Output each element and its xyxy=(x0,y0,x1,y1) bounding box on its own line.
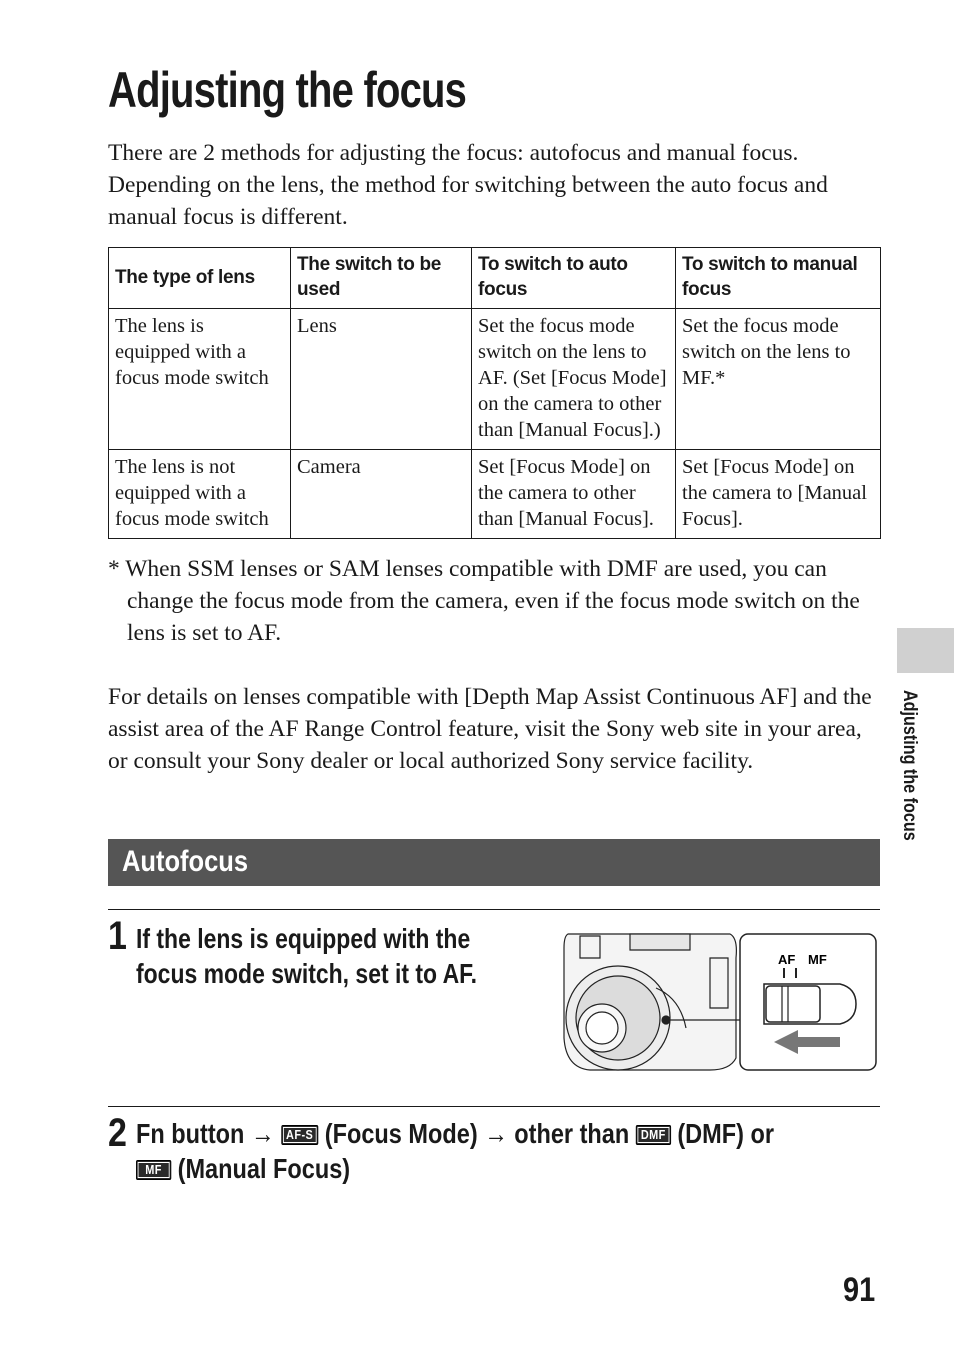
table-cell: Set the focus mode switch on the lens to AF. (Set [Focus Mode] on the camera to other than [Manual Focus].) xyxy=(472,309,676,450)
lens-focus-switch-illustration xyxy=(560,928,880,1074)
details-paragraph: For details on lenses compatible with [Depth Map Assist Continuous AF] and the assist area of the AF Range Control feature, visit the Sony web site in your area, or consult your Sony dealer or local authorized Sony service facility. xyxy=(108,684,872,774)
footnote: * When SSM lenses or SAM lenses compatible with DMF are used, you can change the focus mode from the camera, even if the focus mode switch on the lens is set to AF. xyxy=(108,556,860,646)
step-number: 1 xyxy=(108,914,127,958)
side-tab-marker xyxy=(897,628,954,673)
step2-line1 xyxy=(136,1116,774,1151)
side-section-label: Adjusting the focus xyxy=(899,690,920,841)
table-header-cell: To switch to auto focus xyxy=(472,248,676,309)
mf-icon: MF xyxy=(136,1160,171,1180)
afs-icon: AF-S xyxy=(281,1125,318,1145)
focus-switch-icon xyxy=(764,984,856,1024)
camera-icon xyxy=(564,934,736,1070)
table-header-cell: The type of lens xyxy=(109,248,291,309)
step-divider xyxy=(108,909,880,910)
table-row xyxy=(109,450,881,539)
fn-button-text: Fn button xyxy=(136,1118,245,1149)
table-row xyxy=(109,309,881,450)
page-title: Adjusting the focus xyxy=(108,62,467,118)
focus-mode-text: (Focus Mode) xyxy=(324,1118,478,1149)
other-than-text: other than xyxy=(514,1118,630,1149)
table-cell: Camera xyxy=(291,450,472,539)
section-header-autofocus xyxy=(108,839,880,886)
dmf-icon: DMF xyxy=(636,1125,671,1145)
table-header-row xyxy=(109,248,881,309)
mf-label: MF xyxy=(808,952,827,967)
focus-method-table xyxy=(108,247,881,539)
table-cell: Set [Focus Mode] on the camera to [Manual Focus]. xyxy=(676,450,881,539)
table-cell: The lens is equipped with a focus mode switch xyxy=(109,309,291,450)
arrow-right-icon: → xyxy=(484,1118,508,1149)
step-divider xyxy=(108,1106,880,1107)
arrow-right-icon: → xyxy=(250,1118,275,1149)
step1-line1: If the lens is equipped with the xyxy=(136,923,471,954)
af-label: AF xyxy=(778,952,796,967)
step2-line2 xyxy=(136,1151,350,1186)
page-number: 91 xyxy=(843,1271,876,1309)
dmf-or-text: (DMF) or xyxy=(677,1118,774,1149)
manual-focus-text: (Manual Focus) xyxy=(177,1153,351,1184)
step1-line2: focus mode switch, set it to AF. xyxy=(136,958,478,989)
table-cell: The lens is not equipped with a focus mode switch xyxy=(109,450,291,539)
intro-paragraph: There are 2 methods for adjusting the focus: autofocus and manual focus. Depending on the lens, the method for switching between the auto focus and manual focus is different. xyxy=(108,140,828,230)
table-cell: Set [Focus Mode] on the camera to other than [Manual Focus]. xyxy=(472,450,676,539)
table-header-cell: To switch to manual focus xyxy=(676,248,881,309)
table-cell: Lens xyxy=(291,309,472,450)
step-number: 2 xyxy=(108,1111,127,1155)
section-title: Autofocus xyxy=(122,845,249,878)
table-header-cell: The switch to be used xyxy=(291,248,472,309)
table-cell: Set the focus mode switch on the lens to MF.* xyxy=(676,309,881,450)
